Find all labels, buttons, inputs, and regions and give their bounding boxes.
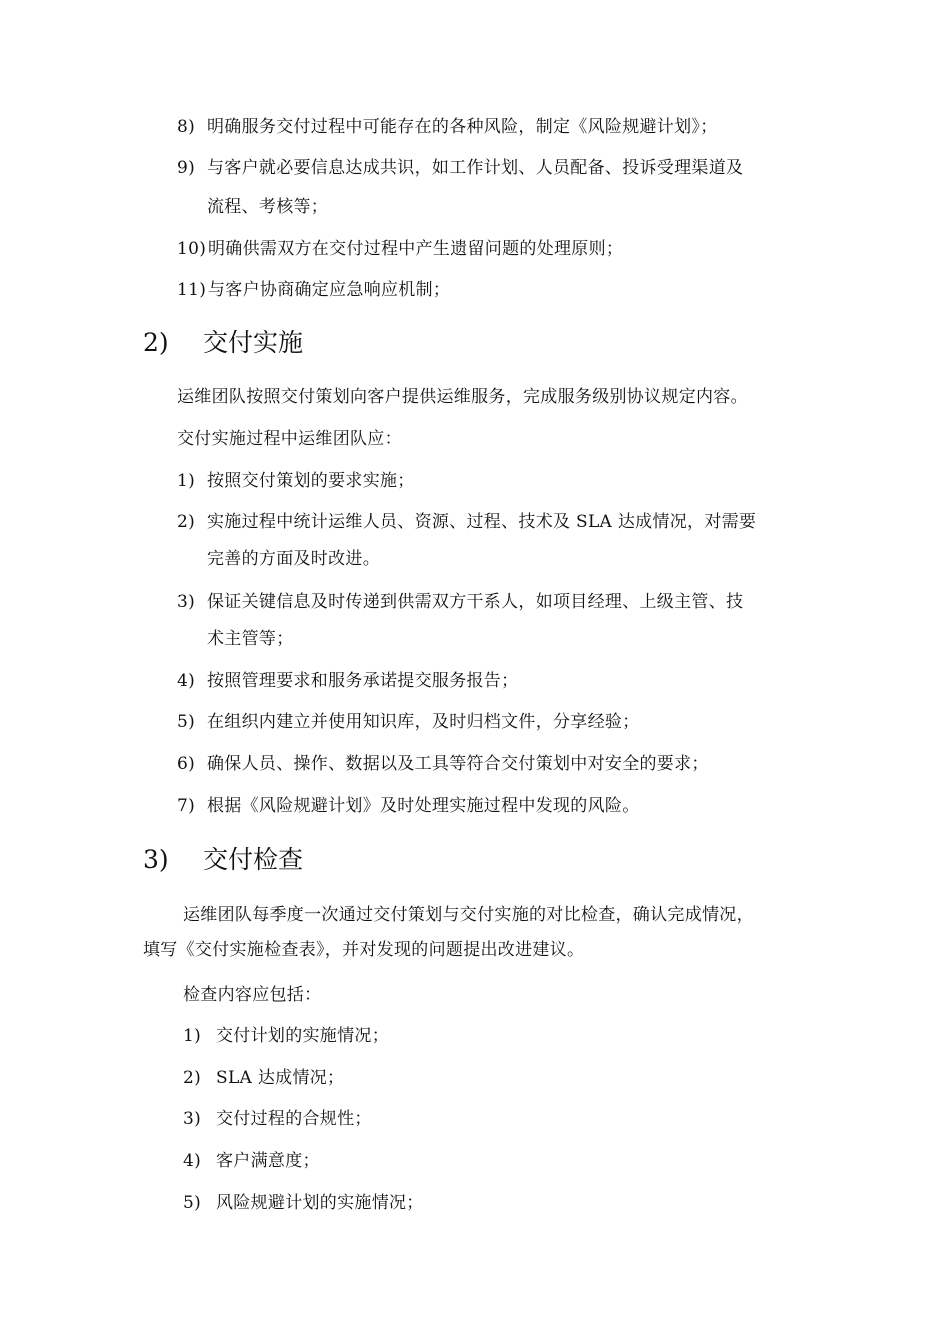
- list-text: 与客户就必要信息达成共识，如工作计划、人员配备、投诉受理渠道及: [207, 158, 744, 178]
- paragraph: 运维团队每季度一次通过交付策划与交付实施的对比检查，确认完成情况，: [183, 905, 754, 925]
- list-item-continuation: 术主管等；: [207, 629, 294, 649]
- list-text: 交付计划的实施情况；: [216, 1026, 389, 1046]
- list-text: 交付过程的合规性；: [216, 1109, 372, 1129]
- list-text: 按照管理要求和服务承诺提交服务报告；: [207, 671, 519, 691]
- list-number: 1): [183, 1026, 202, 1046]
- list-number: 8): [177, 117, 196, 137]
- list-number: 7): [177, 796, 196, 816]
- list-item: [177, 794, 640, 818]
- heading-title: 交付实施: [203, 328, 304, 357]
- list-text: 明确供需双方在交付过程中产生遗留问题的处理原则；: [208, 239, 624, 259]
- list-item: [177, 469, 415, 493]
- list-number: 6): [177, 754, 196, 774]
- list-item: [177, 669, 518, 693]
- list-item: [177, 156, 743, 180]
- list-item: [177, 237, 623, 261]
- list-number: 1): [177, 471, 196, 491]
- section-heading: [143, 327, 303, 359]
- list-number: 2): [177, 512, 196, 532]
- section-heading: [143, 844, 303, 876]
- list-text: 明确服务交付过程中可能存在的各种风险，制定《风险规避计划》；: [207, 117, 718, 137]
- list-item: [183, 1107, 372, 1131]
- list-item: [177, 710, 640, 734]
- list-text: 风险规避计划的实施情况；: [216, 1193, 424, 1213]
- heading-number: 2): [143, 328, 169, 357]
- list-item: [183, 1191, 424, 1215]
- list-text: 客户满意度；: [216, 1151, 320, 1171]
- list-item: [177, 115, 718, 139]
- list-text: 保证关键信息及时传递到供需双方干系人，如项目经理、上级主管、技: [207, 592, 744, 612]
- list-text: 与客户协商确定应急响应机制；: [208, 280, 451, 300]
- list-item: [177, 590, 743, 614]
- list-item: [183, 1024, 389, 1048]
- list-text: 在组织内建立并使用知识库，及时归档文件，分享经验；: [207, 712, 640, 732]
- list-number: 9): [177, 158, 196, 178]
- list-text: 根据《风险规避计划》及时处理实施过程中发现的风险。: [207, 796, 640, 816]
- list-item: [177, 752, 709, 776]
- list-text: 实施过程中统计运维人员、资源、过程、技术及 SLA 达成情况，对需要: [207, 512, 757, 532]
- list-item-continuation: 流程、考核等；: [207, 197, 329, 217]
- list-number: 4): [183, 1151, 202, 1171]
- paragraph: 检查内容应包括：: [183, 985, 322, 1005]
- list-item: [177, 278, 450, 302]
- list-text: 按照交付策划的要求实施；: [207, 471, 415, 491]
- list-text: SLA 达成情况；: [216, 1068, 345, 1088]
- list-number: 3): [183, 1109, 202, 1129]
- heading-title: 交付检查: [203, 845, 304, 874]
- list-item: [177, 510, 756, 534]
- list-number: 3): [177, 592, 196, 612]
- list-number: 2): [183, 1068, 202, 1088]
- paragraph: 交付实施过程中运维团队应：: [177, 429, 402, 449]
- paragraph: 填写《交付实施检查表》，并对发现的问题提出改进建议。: [143, 940, 585, 960]
- list-item: [183, 1149, 320, 1173]
- list-item-continuation: 完善的方面及时改进。: [207, 549, 380, 569]
- list-item: [183, 1066, 344, 1090]
- heading-number: 3): [143, 845, 169, 874]
- list-number: 5): [177, 712, 196, 732]
- list-number: 5): [183, 1193, 202, 1213]
- list-number: 10): [177, 239, 207, 259]
- list-text: 确保人员、操作、数据以及工具等符合交付策划中对安全的要求；: [207, 754, 709, 774]
- paragraph: 运维团队按照交付策划向客户提供运维服务，完成服务级别协议规定内容。: [177, 387, 748, 407]
- list-number: 4): [177, 671, 196, 691]
- list-number: 11): [177, 280, 207, 300]
